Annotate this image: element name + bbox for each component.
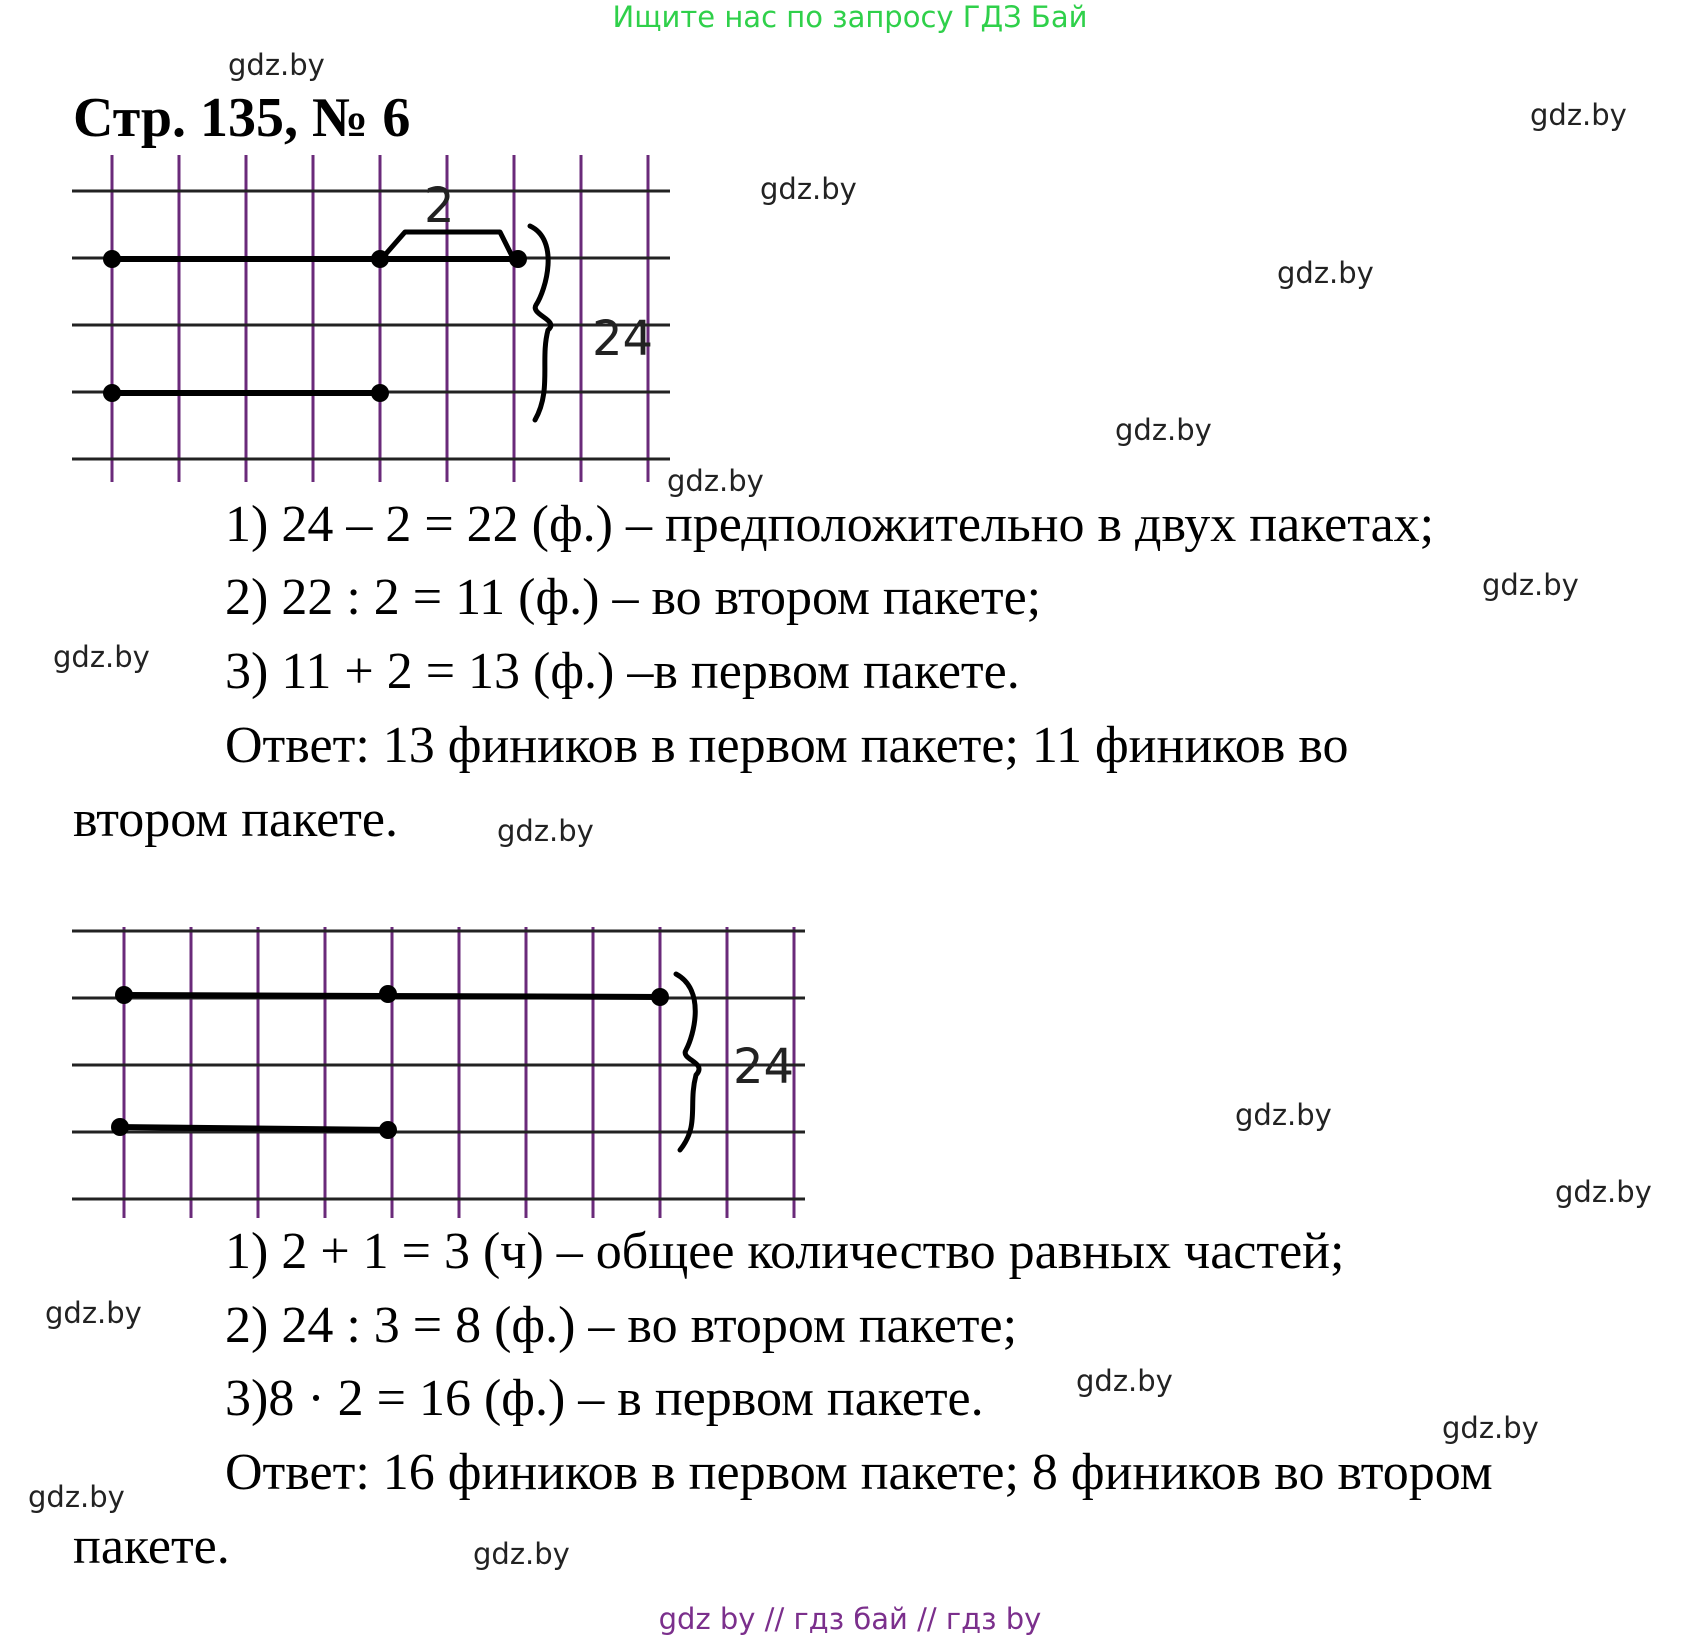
second-package-segment <box>120 1127 388 1130</box>
watermark: gdz.by <box>53 640 150 674</box>
total-label: 24 <box>592 311 654 367</box>
watermark: gdz.by <box>1076 1364 1173 1398</box>
watermark: gdz.by <box>1115 413 1212 447</box>
watermark: gdz.by <box>1555 1175 1652 1209</box>
point <box>111 1118 129 1136</box>
watermark: gdz.by <box>228 48 325 82</box>
solution-step: 3) 11 + 2 = 13 (ф.) –в первом пакете. <box>225 643 1020 700</box>
watermark: gdz.by <box>1277 256 1374 290</box>
total-brace <box>676 974 699 1150</box>
difference-label: 2 <box>424 178 455 234</box>
answer-line: Ответ: 13 фиников в первом пакете; 11 фиников во <box>225 717 1349 774</box>
total-label: 24 <box>733 1039 795 1095</box>
watermark: gdz.by <box>28 1480 125 1514</box>
solution-step: 1) 2 + 1 = 3 (ч) – общее количество равных частей; <box>225 1223 1345 1280</box>
solution-step: 2) 22 : 2 = 11 (ф.) – во втором пакете; <box>225 569 1042 626</box>
grid-vertical-lines <box>124 927 794 1218</box>
answer-line: втором пакете. <box>73 791 398 848</box>
solution-step: 2) 24 : 3 = 8 (ф.) – во втором пакете; <box>225 1297 1018 1354</box>
point <box>379 985 397 1003</box>
solution-step: 1) 24 – 2 = 22 (ф.) – предположительно в двух пакетах; <box>225 496 1435 553</box>
answer-line: Ответ: 16 фиников в первом пакете; 8 фиников во втором <box>225 1444 1493 1501</box>
search-banner[interactable]: Ищите нас по запросу ГДЗ Бай <box>612 0 1088 34</box>
watermark: gdz.by <box>497 814 594 848</box>
page-heading: Стр. 135, № 6 <box>73 87 411 149</box>
watermark: gdz.by <box>1530 98 1627 132</box>
point <box>115 986 133 1004</box>
watermark: gdz.by <box>760 172 857 206</box>
point <box>651 988 669 1006</box>
watermark: gdz.by <box>1482 568 1579 602</box>
point <box>379 1121 397 1139</box>
footer-links[interactable]: gdz by // гдз бай // гдз by <box>658 1602 1042 1636</box>
answer-line: пакете. <box>73 1518 230 1575</box>
watermark: gdz.by <box>473 1537 570 1571</box>
watermark: gdz.by <box>45 1296 142 1330</box>
watermark: gdz.by <box>1442 1411 1539 1445</box>
solution-step: 3)8 · 2 = 16 (ф.) – в первом пакете. <box>225 1370 984 1427</box>
watermark: gdz.by <box>1235 1098 1332 1132</box>
watermark: gdz.by <box>667 464 764 498</box>
